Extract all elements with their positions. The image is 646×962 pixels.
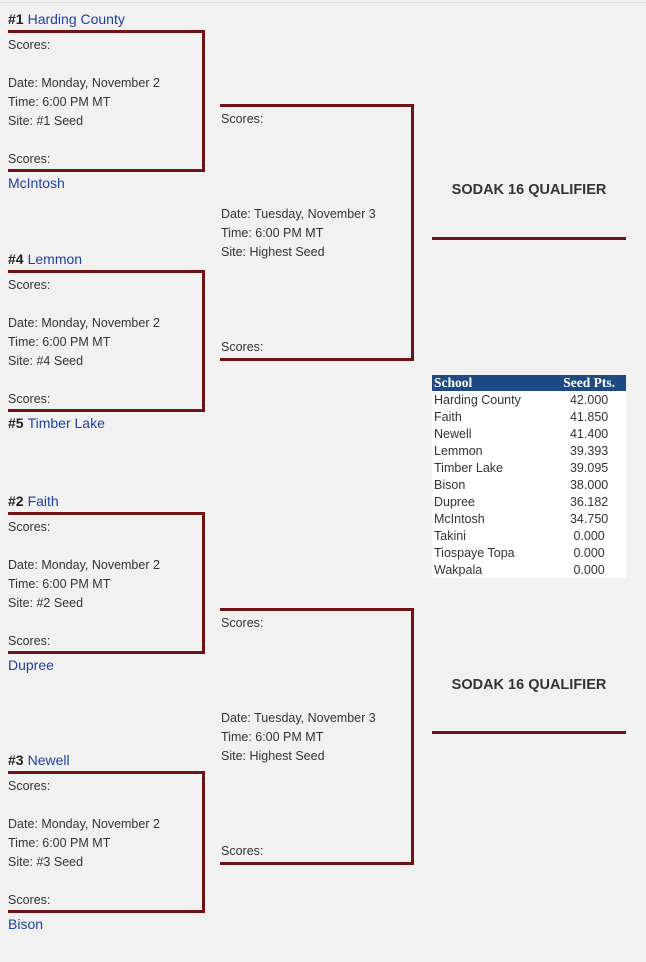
table-row <box>432 459 626 476</box>
scores-label: Scores: <box>8 152 51 166</box>
game-site: Site: #2 Seed <box>8 596 84 610</box>
seed-label: #5 <box>8 415 24 431</box>
points-cell: 41.850 <box>569 409 609 424</box>
qualifier-line <box>432 237 626 240</box>
seed-label: #4 <box>8 251 24 267</box>
scores-label: Scores: <box>8 893 51 907</box>
table-row <box>432 493 626 510</box>
table-header-row <box>432 375 626 391</box>
points-cell: 41.400 <box>569 426 609 441</box>
school-cell: Tiospaye Topa <box>434 545 515 560</box>
scores-label: Scores: <box>221 340 264 354</box>
team-link[interactable]: Lemmon <box>27 251 83 267</box>
game-date: Date: Monday, November 2 <box>8 76 160 90</box>
table-row <box>432 561 626 578</box>
table-row <box>432 442 626 459</box>
team-link[interactable]: Dupree <box>8 657 54 673</box>
top-divider <box>0 2 646 3</box>
team-bottom-1 <box>8 175 65 191</box>
school-cell: Newell <box>434 426 472 441</box>
points-cell: 42.000 <box>569 392 609 407</box>
team-link[interactable]: McIntosh <box>8 175 65 191</box>
game-site: Site: Highest Seed <box>221 245 325 259</box>
table-row <box>432 408 626 425</box>
game-time: Time: 6:00 PM MT <box>221 730 324 744</box>
team-top-1 <box>8 11 125 27</box>
game-time: Time: 6:00 PM MT <box>8 95 111 109</box>
column-header-school: School <box>432 375 552 391</box>
scores-label: Scores: <box>8 779 51 793</box>
seed-label: #1 <box>8 11 24 27</box>
scores-label: Scores: <box>8 392 51 406</box>
seed-points-table <box>432 375 626 578</box>
seed-label: #3 <box>8 752 24 768</box>
team-link[interactable]: Timber Lake <box>27 415 105 431</box>
scores-label: Scores: <box>221 112 264 126</box>
game-date: Date: Monday, November 2 <box>8 558 160 572</box>
team-link[interactable]: Bison <box>8 916 44 932</box>
table-row <box>432 391 626 408</box>
team-link[interactable]: Harding County <box>27 11 125 27</box>
points-cell: 39.393 <box>569 443 609 458</box>
school-cell: Lemmon <box>434 443 483 458</box>
game-time: Time: 6:00 PM MT <box>221 226 324 240</box>
team-link[interactable]: Faith <box>27 493 59 509</box>
game-date: Date: Tuesday, November 3 <box>221 207 376 221</box>
team-top-3 <box>8 493 59 509</box>
school-cell: Bison <box>434 477 466 492</box>
team-link[interactable]: Newell <box>27 752 70 768</box>
points-cell: 34.750 <box>569 511 609 526</box>
game-site: Site: #3 Seed <box>8 855 84 869</box>
game-time: Time: 6:00 PM MT <box>8 577 111 591</box>
points-cell: 0.000 <box>573 545 605 560</box>
scores-label: Scores: <box>221 616 264 630</box>
qualifier-title: SODAK 16 QUALIFIER <box>451 677 607 693</box>
game-date: Date: Monday, November 2 <box>8 316 160 330</box>
seed-label: #2 <box>8 493 24 509</box>
scores-label: Scores: <box>8 278 51 292</box>
table-row <box>432 544 626 561</box>
scores-label: Scores: <box>8 38 51 52</box>
school-cell: Dupree <box>434 494 475 509</box>
table-row <box>432 425 626 442</box>
column-header-seed-pts: Seed Pts. <box>552 375 626 391</box>
school-cell: Faith <box>434 409 462 424</box>
school-cell: Takini <box>434 528 466 543</box>
points-cell: 38.000 <box>569 477 609 492</box>
table-row <box>432 510 626 527</box>
game-date: Date: Monday, November 2 <box>8 817 160 831</box>
table-row <box>432 476 626 493</box>
school-cell: Timber Lake <box>434 460 504 475</box>
points-cell: 0.000 <box>573 528 605 543</box>
scores-label: Scores: <box>8 634 51 648</box>
game-site: Site: #1 Seed <box>8 114 84 128</box>
scores-label: Scores: <box>221 844 264 858</box>
team-bottom-2 <box>8 415 105 431</box>
points-cell: 36.182 <box>569 494 609 509</box>
qualifier-line <box>432 731 626 734</box>
points-cell: 0.000 <box>573 562 605 577</box>
team-bottom-3 <box>8 657 54 673</box>
team-top-4 <box>8 752 70 768</box>
points-cell: 39.095 <box>569 460 609 475</box>
school-cell: Wakpala <box>434 562 483 577</box>
team-top-2 <box>8 251 82 267</box>
table-row <box>432 527 626 544</box>
school-cell: Harding County <box>434 392 521 407</box>
game-time: Time: 6:00 PM MT <box>8 335 111 349</box>
qualifier-title: SODAK 16 QUALIFIER <box>451 182 607 198</box>
game-site: Site: #4 Seed <box>8 354 84 368</box>
game-time: Time: 6:00 PM MT <box>8 836 111 850</box>
scores-label: Scores: <box>8 520 51 534</box>
school-cell: McIntosh <box>434 511 485 526</box>
game-site: Site: Highest Seed <box>221 749 325 763</box>
game-date: Date: Tuesday, November 3 <box>221 711 376 725</box>
team-bottom-4 <box>8 916 43 932</box>
